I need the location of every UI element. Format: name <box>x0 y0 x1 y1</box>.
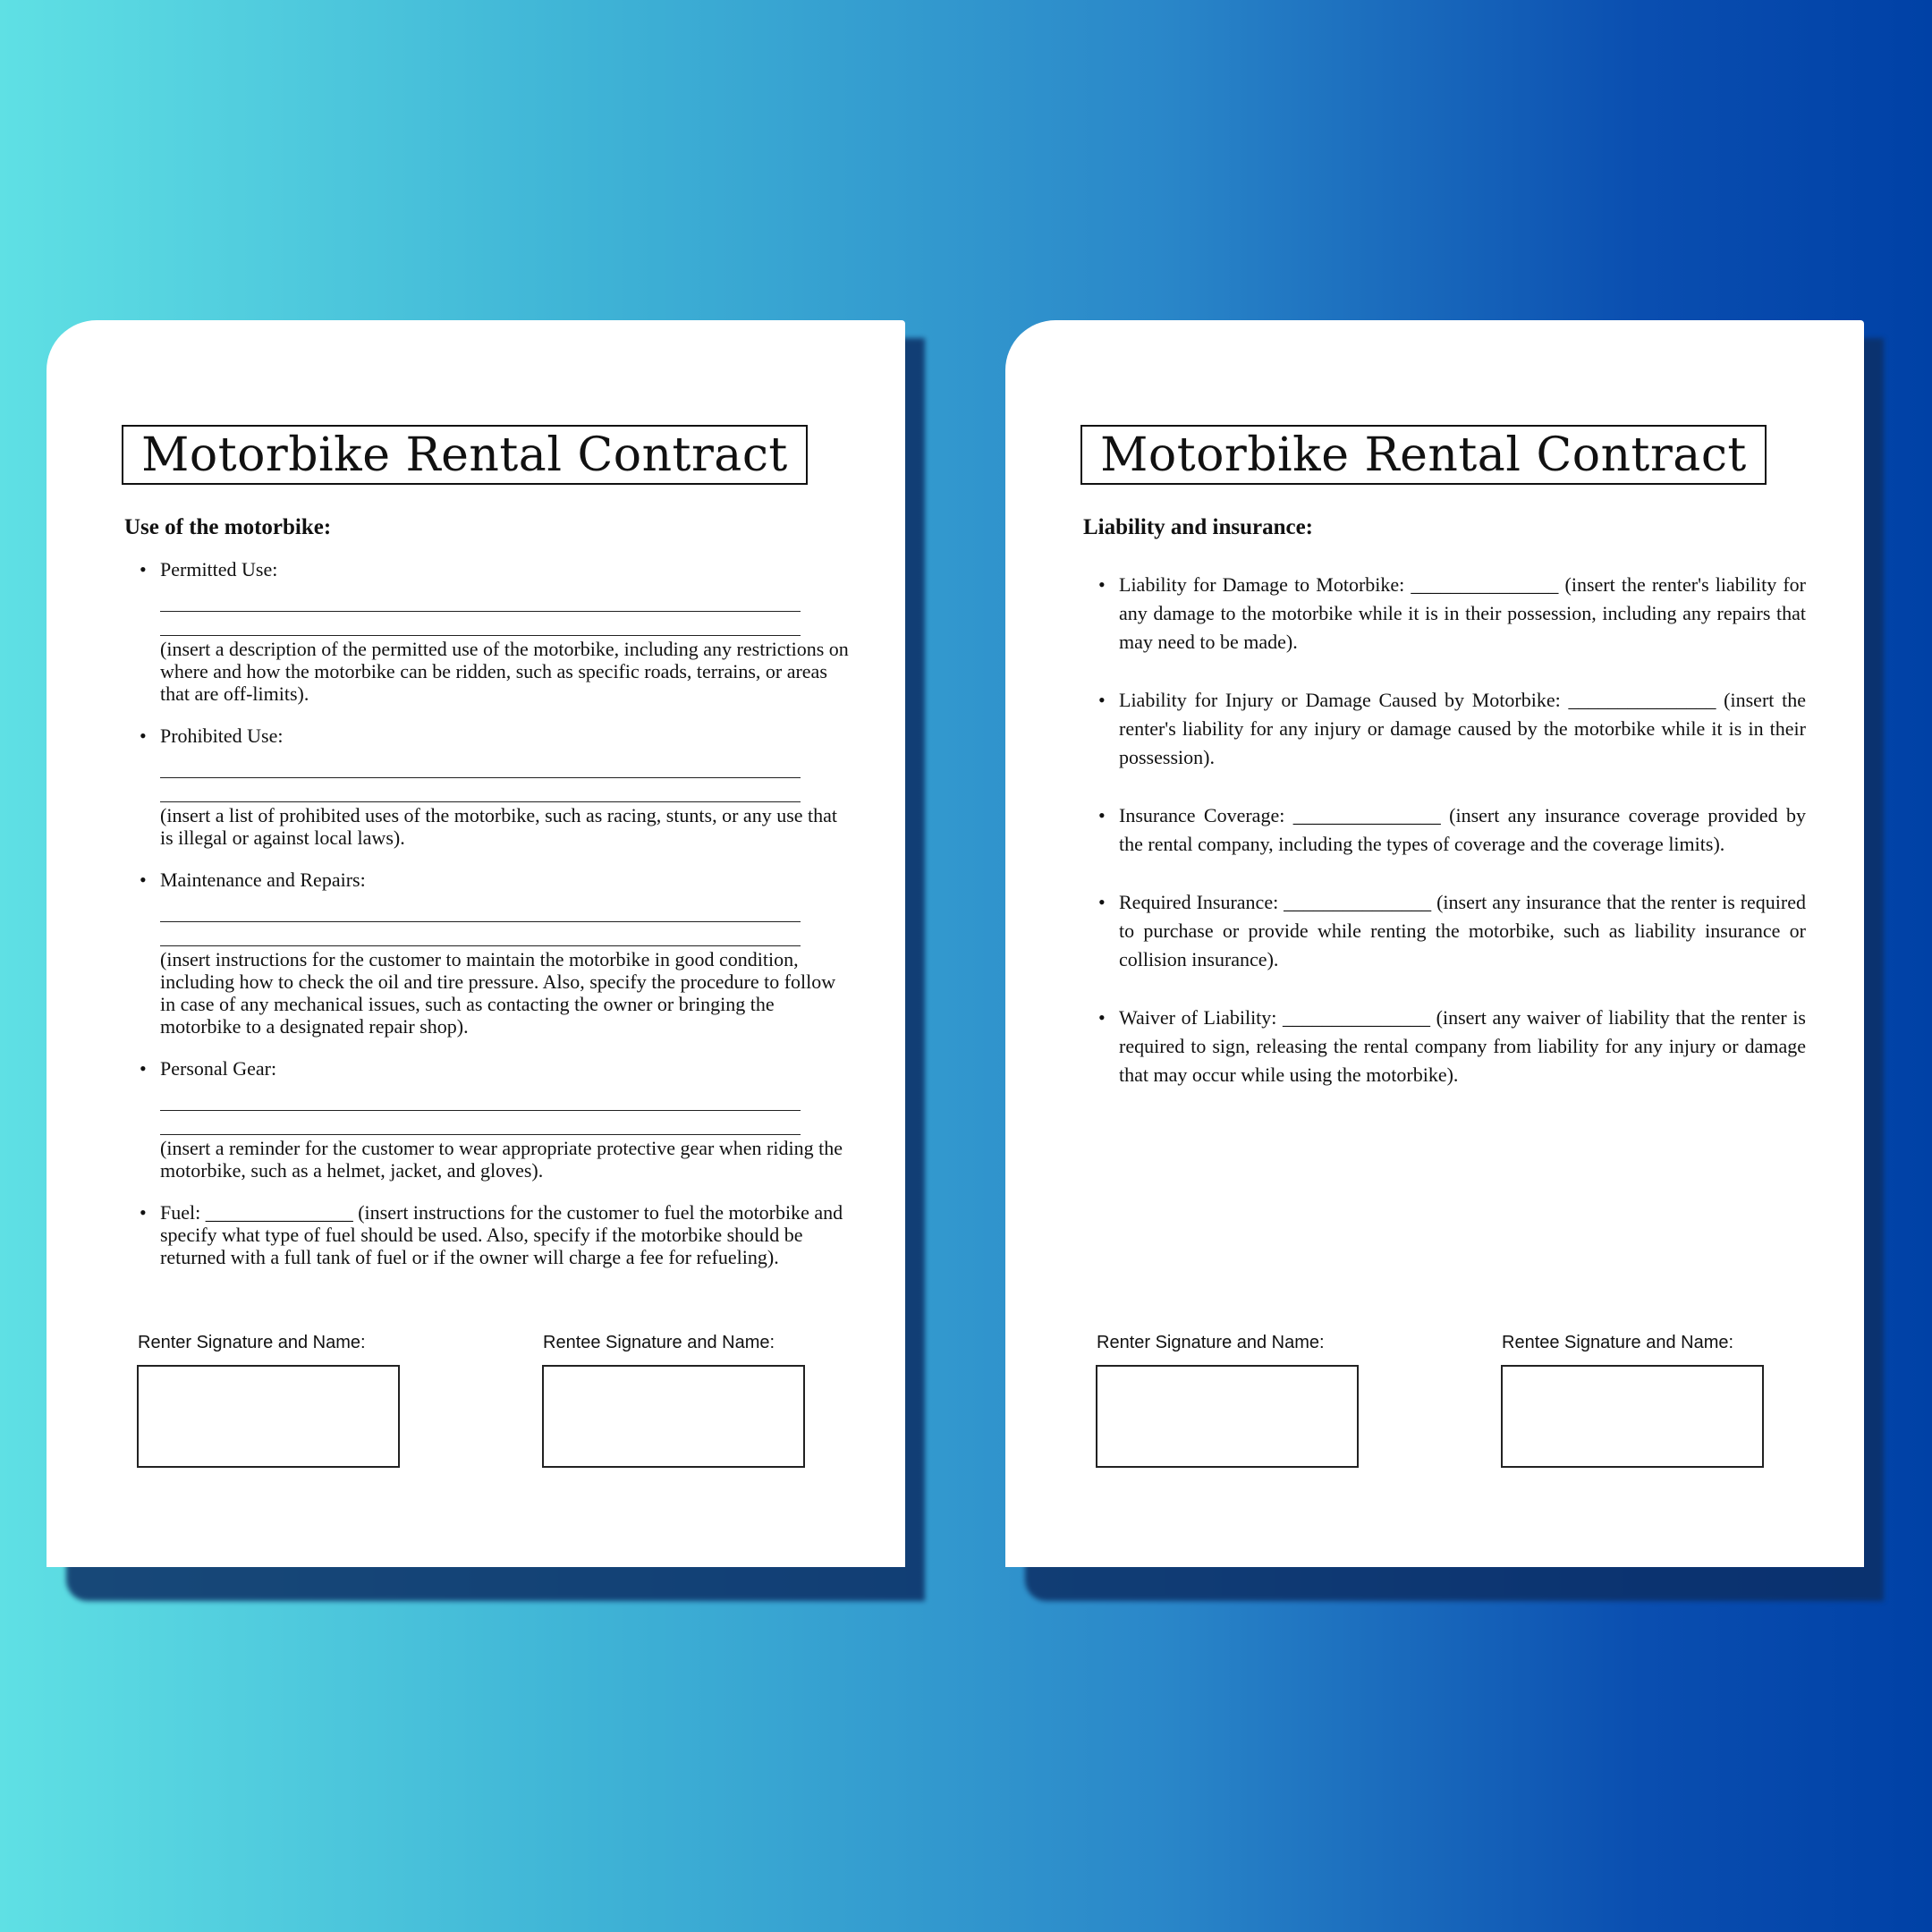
fill-in-line[interactable] <box>160 612 801 636</box>
clause-permitted-use <box>139 558 852 705</box>
page-title: Motorbike Rental Contract <box>122 425 808 485</box>
clause-damage-liability <box>1097 571 1806 657</box>
bullet-icon: • <box>1098 573 1106 596</box>
renter-signature-box[interactable] <box>137 1365 400 1468</box>
clause-text: Insurance Coverage: _______________ (insert any insurance coverage provided by the rental company, including the types of coverage and the coverage limits). <box>1119 804 1806 855</box>
clause-label: Permitted Use: <box>160 558 278 580</box>
clause-text: Waiver of Liability: _______________ (insert any waiver of liability that the renter is required to sign, releasing the rental company from liability for any injury or damage that may occur while using the motorbike). <box>1119 1006 1806 1086</box>
fill-in-line[interactable] <box>160 588 801 612</box>
renter-signature-box[interactable] <box>1096 1365 1359 1468</box>
clause-text: Required Insurance: _______________ (insert any insurance that the renter is required to purchase or provide while renting the motorbike, such as liability insurance or collision insurance). <box>1119 891 1806 970</box>
clause-description: (insert instructions for the customer to maintain the motorbike in good condition, including how to check the oil and tire pressure. Also, specify the procedure to follow in case of any mechanical issues, such as contacting the owner or bringing the motorbike to a designated repair shop). <box>160 948 836 1038</box>
rentee-signature-label: Rentee Signature and Name: <box>1502 1333 1734 1352</box>
clause-label: Prohibited Use: <box>160 724 284 747</box>
renter-signature-label: Renter Signature and Name: <box>1097 1333 1325 1352</box>
clause-personal-gear <box>139 1057 852 1182</box>
fill-in-line[interactable] <box>160 754 801 778</box>
bullet-icon: • <box>140 1201 147 1224</box>
clause-maintenance <box>139 869 852 1038</box>
rentee-signature-box[interactable] <box>1501 1365 1764 1468</box>
rentee-signature-box[interactable] <box>542 1365 805 1468</box>
fill-in-line[interactable] <box>160 1111 801 1135</box>
fill-in-line[interactable] <box>160 898 801 922</box>
bullet-icon: • <box>1098 891 1106 913</box>
page-title: Motorbike Rental Contract <box>1080 425 1767 485</box>
clause-text: Liability for Damage to Motorbike: _______________ (insert the renter's liability for any damage to the motorbike while it is in their possession, including any repairs that may need to be made). <box>1119 573 1806 653</box>
clause-list <box>139 558 852 1288</box>
section-heading: Liability and insurance: <box>1083 515 1313 539</box>
bullet-icon: • <box>1098 804 1106 826</box>
clause-fuel <box>139 1201 852 1268</box>
clause-list <box>1097 571 1806 1119</box>
fill-in-line[interactable] <box>160 778 801 802</box>
contract-page-right <box>1005 320 1864 1567</box>
clause-description: (insert a reminder for the customer to wear appropriate protective gear when riding the motorbike, such as a helmet, jacket, and gloves). <box>160 1137 843 1182</box>
rentee-signature-label: Rentee Signature and Name: <box>543 1333 775 1352</box>
clause-insurance-coverage <box>1097 801 1806 859</box>
clause-text: Fuel: _______________ (insert instructions for the customer to fuel the motorbike and specify what type of fuel should be used. Also, specify if the motorbike should be returned with a full tank of fuel or if the owner will charge a fee for refueling). <box>160 1201 843 1268</box>
bullet-icon: • <box>140 1057 147 1080</box>
bullet-icon: • <box>1098 1006 1106 1029</box>
fill-in-line[interactable] <box>160 922 801 946</box>
section-heading: Use of the motorbike: <box>124 515 332 539</box>
clause-prohibited-use <box>139 724 852 849</box>
bullet-icon: • <box>140 724 147 747</box>
contract-page-left <box>47 320 905 1567</box>
clause-label: Maintenance and Repairs: <box>160 869 366 891</box>
clause-injury-liability <box>1097 686 1806 772</box>
bullet-icon: • <box>1098 689 1106 711</box>
fill-in-line[interactable] <box>160 1087 801 1111</box>
clause-label: Personal Gear: <box>160 1057 277 1080</box>
bullet-icon: • <box>140 558 147 580</box>
clause-text: Liability for Injury or Damage Caused by Motorbike: _______________ (insert the renter's liability for any injury or damage caused by the motorbike while it is in their possession). <box>1119 689 1806 768</box>
bullet-icon: • <box>140 869 147 891</box>
clause-description: (insert a list of prohibited uses of the motorbike, such as racing, stunts, or any use that is illegal or against local laws). <box>160 804 838 849</box>
clause-required-insurance <box>1097 888 1806 974</box>
clause-description: (insert a description of the permitted use of the motorbike, including any restrictions on where and how the motorbike can be ridden, such as specific roads, terrains, or areas that are off-limits). <box>160 638 849 705</box>
clause-waiver <box>1097 1004 1806 1089</box>
renter-signature-label: Renter Signature and Name: <box>138 1333 366 1352</box>
